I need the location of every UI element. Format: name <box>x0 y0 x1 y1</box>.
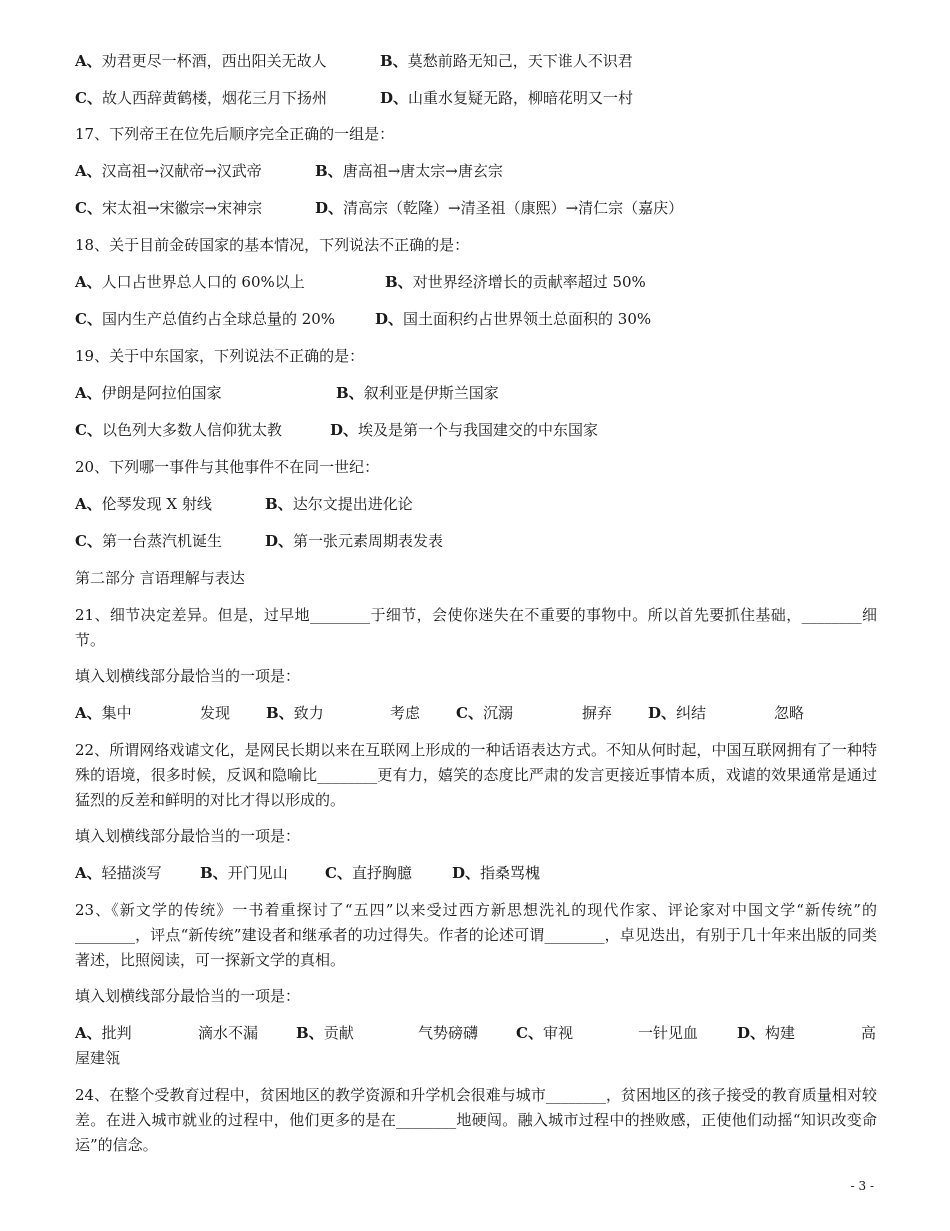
section-heading: 第二部分 言语理解与表达 <box>75 569 245 587</box>
option-text: 叙利亚是伊斯兰国家 <box>363 384 499 402</box>
option-text: 直抒胸臆 <box>351 864 412 882</box>
option-word-1: 贡献 <box>323 1024 354 1042</box>
option-text: 埃及是第一个与我国建交的中东国家 <box>358 421 599 439</box>
q18-stem: 18、关于目前金砖国家的基本情况，下列说法不正确的是： <box>75 236 470 254</box>
q18-option-a <box>75 272 305 292</box>
q23-prompt: 填入划横线部分最恰当的一项是： <box>75 987 301 1005</box>
q19-option-d <box>330 420 598 440</box>
q22-stem: 22、所谓网络戏谑文化，是网民长期以来在互联网上形成的一种话语表达方式。不知从何时起，中国互联网拥有了一种特殊的语境，很多时候，反讽和隐喻比________更有力，嬉笑的态度比严肃的发言更接近事情本质，戏谑的效果通常是通过猛烈的反差和鲜明的对比才得以形成的。 <box>75 741 877 809</box>
option-text: 汉高祖→汉献帝→汉武帝 <box>101 162 262 180</box>
option-text: 指桑骂槐 <box>480 864 541 882</box>
q23-option-c-word-2: 一针见血 <box>638 1024 699 1042</box>
q22-option-c <box>325 863 412 883</box>
q20-option-b <box>265 494 413 514</box>
option-label: A、 <box>75 704 102 722</box>
option-label: D、 <box>375 310 404 328</box>
q21-prompt: 填入划横线部分最恰当的一项是： <box>75 667 301 685</box>
option-text: 伊朗是阿拉伯国家 <box>101 384 222 402</box>
q16-option-a <box>75 51 327 71</box>
q23-option-b-word-2: 气势磅礴 <box>418 1024 479 1042</box>
option-text: 第一台蒸汽机诞生 <box>101 532 222 550</box>
option-label: B、 <box>296 1024 324 1042</box>
option-text: 轻描淡写 <box>101 864 162 882</box>
option-text: 国内生产总值约占全球总量的 20% <box>101 310 336 328</box>
option-label: C、 <box>75 89 102 107</box>
q16-option-b <box>380 51 633 71</box>
option-word-1: 集中 <box>101 704 132 722</box>
option-label: A、 <box>75 273 102 291</box>
option-label: D、 <box>737 1024 766 1042</box>
option-label: C、 <box>75 421 102 439</box>
option-label: B、 <box>336 384 364 402</box>
q16-option-c <box>75 88 327 108</box>
q23-stem: 23、《新文学的传统》一书着重探讨了“五四”以来受过西方新思想洗礼的现代作家、评论家对中国文学“新传统”的________，评点“新传统”建设者和继承者的功过得失。作者的论述可谓________，卓见迭出，有别于几十年来出版的同类著述，比照阅读，可一探新文学的真相。 <box>75 901 877 969</box>
q22-option-d <box>452 863 540 883</box>
option-label: A、 <box>75 52 102 70</box>
option-text: 山重水复疑无路，柳暗花明又一村 <box>408 89 634 107</box>
option-label: D、 <box>452 864 481 882</box>
option-text: 国土面积约占世界领土总面积的 30% <box>403 310 652 328</box>
q17-option-c <box>75 198 262 218</box>
q19-stem: 19、关于中东国家，下列说法不正确的是： <box>75 347 365 365</box>
option-label: C、 <box>516 1024 543 1042</box>
option-label: C、 <box>456 704 483 722</box>
q23-option-c <box>516 1023 573 1043</box>
option-word-1: 审视 <box>542 1024 573 1042</box>
option-text: 以色列大多数人信仰犹太教 <box>101 421 282 439</box>
q21-option-c <box>456 703 513 723</box>
option-label: D、 <box>315 199 344 217</box>
q21-option-b <box>266 703 324 723</box>
option-word-1: 沉溺 <box>482 704 513 722</box>
q20-option-c <box>75 531 222 551</box>
q17-stem: 17、下列帝王在位先后顺序完全正确的一组是： <box>75 125 395 143</box>
option-label: C、 <box>325 864 352 882</box>
option-label: D、 <box>648 704 677 722</box>
option-text: 劝君更尽一杯酒，西出阳关无故人 <box>101 52 327 70</box>
q23-option-a-word-2: 滴水不漏 <box>198 1024 259 1042</box>
option-label: A、 <box>75 162 102 180</box>
q17-option-a <box>75 161 262 181</box>
q19-option-b <box>336 383 499 403</box>
q20-option-a <box>75 494 212 514</box>
option-label: B、 <box>265 495 293 513</box>
q17-option-b <box>315 161 503 181</box>
option-label: D、 <box>265 532 294 550</box>
option-text: 莫愁前路无知己，天下谁人不识君 <box>407 52 633 70</box>
option-text: 唐高祖→唐太宗→唐玄宗 <box>342 162 503 180</box>
option-label: D、 <box>330 421 359 439</box>
q19-option-c <box>75 420 282 440</box>
q22-option-a <box>75 863 162 883</box>
q23-option-a <box>75 1023 132 1043</box>
q20-option-d <box>265 531 443 551</box>
option-label: C、 <box>75 310 102 328</box>
option-label: D、 <box>380 89 409 107</box>
option-word-1: 致力 <box>293 704 324 722</box>
option-text: 人口占世界总人口的 60%以上 <box>101 273 305 291</box>
option-label: A、 <box>75 864 102 882</box>
option-label: B、 <box>315 162 343 180</box>
q21-option-d <box>648 703 706 723</box>
option-label: C、 <box>75 199 102 217</box>
q21-option-d-word-2: 忽略 <box>774 704 805 722</box>
q21-option-a-word-2: 发现 <box>200 704 231 722</box>
option-text: 对世界经济增长的贡献率超过 50% <box>412 273 646 291</box>
option-label: B、 <box>380 52 408 70</box>
page-number: - 3 - <box>850 1179 874 1193</box>
q22-prompt: 填入划横线部分最恰当的一项是： <box>75 827 301 845</box>
option-label: B、 <box>385 273 413 291</box>
option-text: 第一张元素周期表发表 <box>293 532 444 550</box>
option-word-1: 批判 <box>101 1024 132 1042</box>
q20-stem: 20、下列哪一事件与其他事件不在同一世纪： <box>75 458 380 476</box>
option-label: A、 <box>75 495 102 513</box>
option-word-1: 构建 <box>765 1024 796 1042</box>
q21-stem: 21、细节决定差异。但是，过早地________于细节，会使你迷失在不重要的事物中。所以首先要抓住基础，________细节。 <box>75 606 877 649</box>
option-text: 伦琴发现 X 射线 <box>101 495 212 513</box>
q23-option-d-word-2-head: 高 <box>861 1024 877 1042</box>
q18-option-d <box>375 309 651 329</box>
option-label: C、 <box>75 532 102 550</box>
option-text: 达尔文提出进化论 <box>292 495 413 513</box>
q23-option-d-word-2-tail: 屋建瓴 <box>75 1049 121 1067</box>
q18-option-b <box>385 272 646 292</box>
q16-option-d <box>380 88 633 108</box>
option-label: A、 <box>75 1024 102 1042</box>
option-label: B、 <box>200 864 228 882</box>
option-text: 故人西辞黄鹤楼，烟花三月下扬州 <box>101 89 327 107</box>
q23-option-b <box>296 1023 354 1043</box>
option-text: 宋太祖→宋徽宗→宋神宗 <box>101 199 263 217</box>
option-label: B、 <box>266 704 294 722</box>
option-text: 开门见山 <box>227 864 288 882</box>
q23-option-d <box>737 1023 795 1043</box>
q18-option-c <box>75 309 335 329</box>
option-text: 清高宗（乾隆）→清圣祖（康熙）→清仁宗（嘉庆） <box>343 199 684 217</box>
q17-option-d <box>315 198 683 218</box>
option-label: A、 <box>75 384 102 402</box>
q21-option-a <box>75 703 132 723</box>
option-word-1: 纠结 <box>676 704 707 722</box>
q21-option-c-word-2: 摒弃 <box>582 704 613 722</box>
q21-option-b-word-2: 考虑 <box>390 704 421 722</box>
q24-stem: 24、在整个受教育过程中，贫困地区的教学资源和升学机会很难与城市________，贫困地区的孩子接受的教育质量相对较差。在进入城市就业的过程中，他们更多的是在________地硬闯。融入城市过程中的挫败感，正使他们动摇“知识改变命运”的信念。 <box>75 1086 877 1154</box>
q22-option-b <box>200 863 288 883</box>
q19-option-a <box>75 383 222 403</box>
